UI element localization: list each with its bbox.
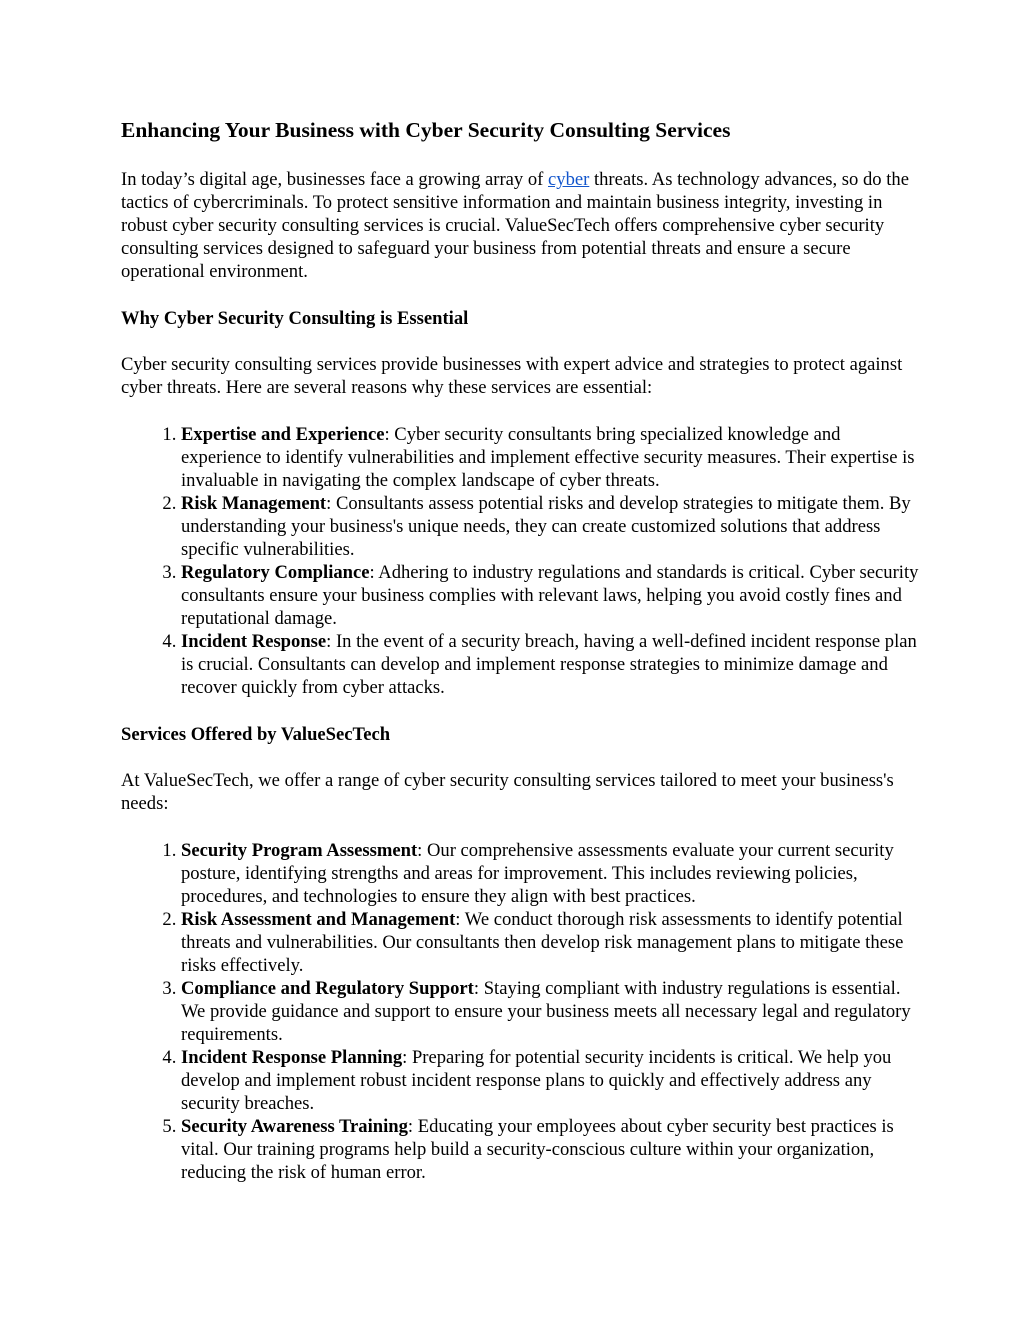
list-item-text: : In the event of a security breach, having a well-defined incident response plan is crucial. Consultants can develop and implement response strategies to minimize damage and recover quickly from cyber attacks. [181, 631, 917, 698]
list-item-term: Regulatory Compliance [181, 562, 370, 583]
document-page [121, 116, 921, 1208]
list-item-text: : Preparing for potential security incidents is critical. We help you develop and implement robust incident response plans to quickly and effectively address any security breaches. [181, 1047, 892, 1114]
cyber-link[interactable]: cyber [548, 169, 590, 190]
section-services-paragraph: At ValueSecTech, we offer a range of cyber security consulting services tailored to meet your business's needs: [121, 770, 894, 814]
reasons-list [121, 423, 921, 699]
list-item [181, 1115, 921, 1184]
list-item-text: : We conduct thorough risk assessments to identify potential threats and vulnerabilities. Our consultants then develop risk management plans to mitigate these risks effectively. [181, 909, 904, 976]
services-list [121, 839, 921, 1184]
list-item [181, 1046, 921, 1115]
list-item-term: Security Awareness Training [181, 1116, 408, 1137]
list-item [181, 839, 921, 908]
list-item-term: Incident Response [181, 631, 327, 652]
list-item-text: : Our comprehensive assessments evaluate your current security posture, identifying strengths and areas for improvement. This includes reviewing policies, procedures, and technologies to ensure they align with best practices. [181, 840, 894, 907]
list-item [181, 630, 921, 699]
list-item [181, 492, 921, 561]
section-heading-why-essential: Why Cyber Security Consulting is Essential [121, 308, 469, 329]
list-item-text: : Cyber security consultants bring specialized knowledge and experience to identify vulnerabilities and implement effective security measures. Their expertise is invaluable in navigating the complex landscape of cyber threats. [181, 424, 915, 491]
list-item-term: Compliance and Regulatory Support [181, 978, 474, 999]
section-heading-services: Services Offered by ValueSecTech [121, 724, 391, 745]
list-item-text: : Educating your employees about cyber security best practices is vital. Our training programs help build a security-conscious culture within your organization, reducing the risk of human error. [181, 1116, 894, 1183]
list-item-text: : Adhering to industry regulations and standards is critical. Cyber security consultants ensure your business complies with relevant laws, helping you avoid costly fines and reputational damage. [181, 562, 919, 629]
list-item [181, 977, 921, 1046]
list-item-text: : Consultants assess potential risks and develop strategies to mitigate them. By understanding your business's unique needs, they can create customized solutions that address specific vulnerabilities. [181, 493, 911, 560]
list-item-term: Risk Management [181, 493, 327, 514]
list-item-text: : Staying compliant with industry regulations is essential. We provide guidance and support to ensure your business meets all necessary legal and regulatory requirements. [181, 978, 911, 1045]
intro-text-before-link: In today’s digital age, businesses face a growing array of [121, 169, 549, 190]
page-title: Enhancing Your Business with Cyber Security Consulting Services [121, 118, 731, 142]
list-item-term: Expertise and Experience [181, 424, 385, 445]
intro-text-after-link: threats. As technology advances, so do the tactics of cybercriminals. To protect sensitive information and maintain business integrity, investing in robust cyber security consulting services is crucial. ValueSecTech offers comprehensive cyber security consulting services designed to safeguard your business from potential threats and ensure a secure operational environment. [121, 169, 909, 282]
list-item [181, 561, 921, 630]
intro-paragraph [121, 168, 921, 283]
list-item-term: Security Program Assessment [181, 840, 418, 861]
list-item [181, 908, 921, 977]
list-item [181, 423, 921, 492]
list-item-term: Incident Response Planning [181, 1047, 403, 1068]
list-item-term: Risk Assessment and Management [181, 909, 456, 930]
section-why-essential-paragraph: Cyber security consulting services provide businesses with expert advice and strategies to protect against cyber threats. Here are several reasons why these services are essential: [121, 354, 903, 398]
